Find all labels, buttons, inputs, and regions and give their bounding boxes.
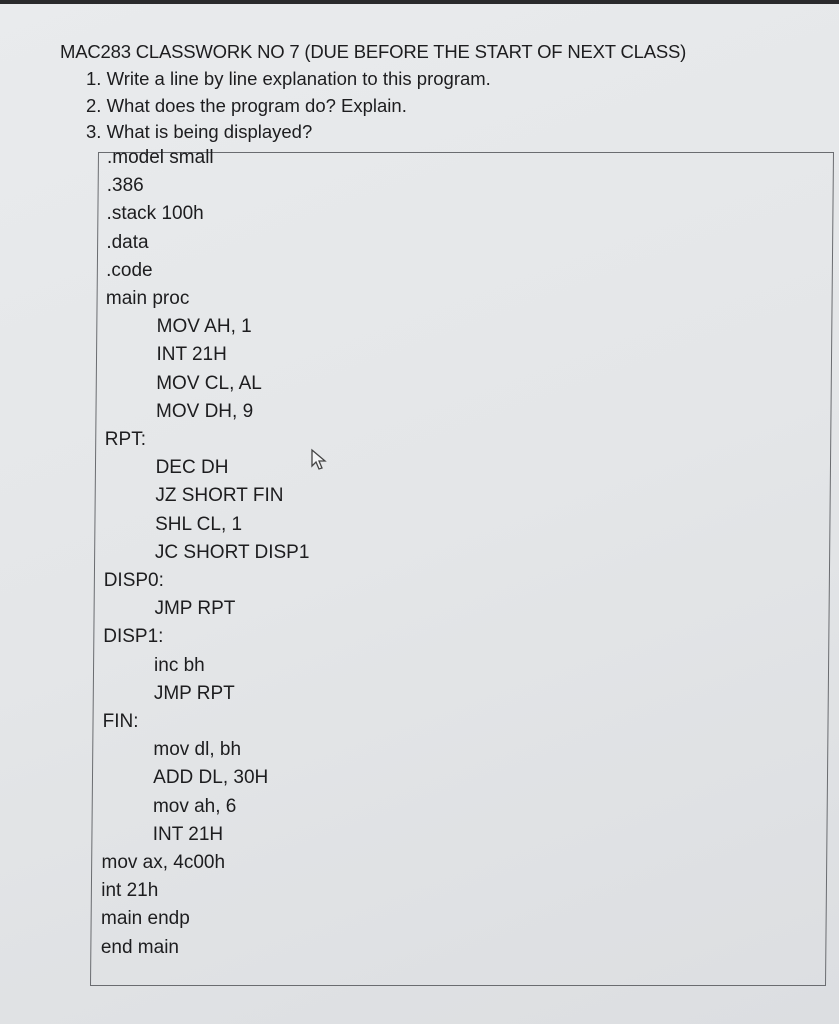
- code-line: int 21h: [101, 880, 159, 902]
- code-line: inc bh: [154, 654, 205, 676]
- code-line: main endp: [101, 908, 190, 930]
- code-line: MOV AH, 1: [156, 316, 252, 338]
- code-line: RPT:: [104, 429, 146, 450]
- question-1: 1. Write a line by line explanation to this program.: [86, 68, 491, 89]
- code-line: MOV CL, AL: [156, 372, 262, 394]
- code-line: JZ SHORT FIN: [155, 485, 284, 507]
- page-title: MAC283 CLASSWORK NO 7 (DUE BEFORE THE START OF NEXT CLASS): [60, 41, 687, 62]
- code-line: INT 21H: [156, 344, 227, 366]
- code-line: JMP RPT: [154, 598, 236, 620]
- code-line: SHL CL, 1: [155, 513, 243, 535]
- code-line: .code: [106, 259, 153, 281]
- code-line: .model small: [107, 147, 214, 168]
- code-line: INT 21H: [152, 823, 224, 845]
- code-line: end main: [100, 936, 179, 958]
- code-line: .stack 100h: [106, 203, 204, 225]
- code-line: DISP1:: [103, 626, 164, 648]
- code-line: mov dl, bh: [153, 739, 242, 761]
- code-line: .data: [106, 231, 149, 253]
- code-line: mov ah, 6: [152, 795, 237, 817]
- mouse-pointer-icon: [310, 448, 332, 477]
- screen-bezel: [0, 0, 839, 4]
- code-line: DEC DH: [155, 457, 229, 479]
- code-line: MOV DH, 9: [156, 400, 254, 422]
- code-line: ADD DL, 30H: [153, 767, 269, 789]
- code-line: JMP RPT: [153, 682, 235, 704]
- code-line: JC SHORT DISP1: [154, 541, 310, 563]
- question-3: 3. What is being displayed?: [86, 121, 313, 142]
- code-line: .386: [106, 175, 144, 197]
- code-line: mov ax, 4c00h: [101, 852, 226, 873]
- code-line: FIN:: [102, 711, 139, 732]
- code-line: main proc: [105, 288, 190, 309]
- question-2: 2. What does the program do? Explain.: [86, 95, 407, 116]
- code-line: DISP0:: [103, 570, 164, 591]
